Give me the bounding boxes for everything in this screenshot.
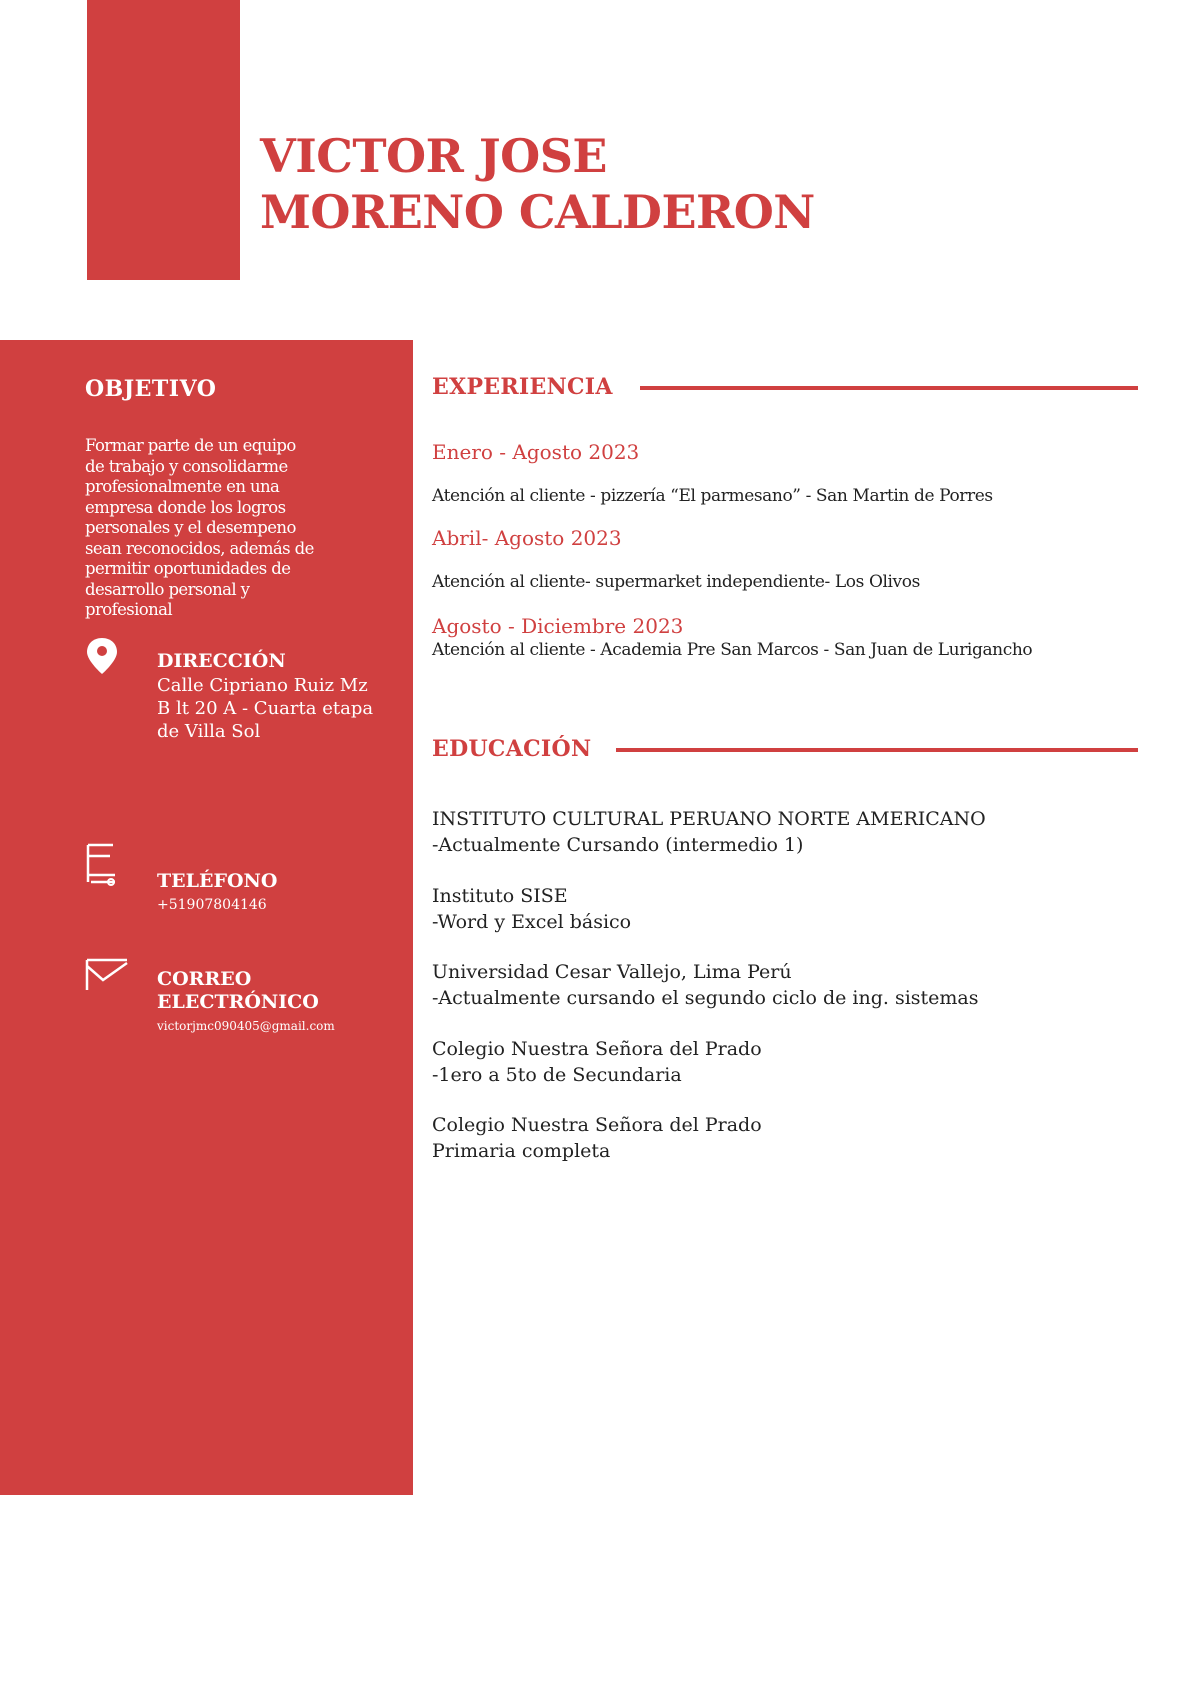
- phone-icon: [85, 842, 119, 888]
- envelope-icon: [85, 958, 129, 992]
- education-item-2: [432, 883, 1152, 935]
- phone-label: TELÉFONO: [157, 870, 278, 892]
- email-label-line-2: ELECTRÓNICO: [157, 991, 319, 1013]
- address-value: Calle Cipriano Ruiz Mz B lt 20 A - Cuarta etapa de Villa Sol: [157, 675, 374, 742]
- education-item-4: [432, 1036, 1152, 1088]
- education-item-3: [432, 959, 1152, 1011]
- education-item-2-title: Instituto SISE: [432, 885, 568, 907]
- education-item-1-title: INSTITUTO CULTURAL PERUANO NORTE AMERICANO: [432, 808, 986, 830]
- education-rule: [616, 748, 1138, 752]
- education-item-1-detail: -Actualmente Cursando (intermedio 1): [432, 834, 804, 856]
- address-label: DIRECCIÓN: [157, 650, 286, 672]
- education-title: EDUCACIÓN: [432, 736, 592, 762]
- education-item-3-title: Universidad Cesar Vallejo, Lima Perú: [432, 961, 792, 983]
- education-item-5-title: Colegio Nuestra Señora del Prado: [432, 1114, 762, 1136]
- experience-desc-2: Atención al cliente- supermarket independiente- Los Olivos: [432, 572, 920, 592]
- education-item-4-detail: -1ero a 5to de Secundaria: [432, 1064, 682, 1086]
- education-item-5-detail: Primaria completa: [432, 1140, 611, 1162]
- sidebar: [0, 340, 413, 1495]
- experience-desc-3: Atención al cliente - Academia Pre San Marcos - San Juan de Lurigancho: [432, 640, 1033, 660]
- name-line-1: VICTOR JOSE: [260, 129, 607, 183]
- header-accent-block: [87, 0, 240, 280]
- experience-rule: [640, 386, 1138, 390]
- objective-title: OBJETIVO: [85, 376, 217, 402]
- name-line-2: MORENO CALDERON: [260, 185, 815, 239]
- education-item-2-detail: -Word y Excel básico: [432, 911, 632, 933]
- education-item-5: [432, 1112, 1152, 1164]
- education-item-4-title: Colegio Nuestra Señora del Prado: [432, 1038, 762, 1060]
- education-item-1: [432, 806, 1152, 858]
- phone-value: +51907804146: [157, 897, 267, 913]
- location-pin-icon: [85, 636, 119, 676]
- email-label-line-1: CORREO: [157, 968, 252, 990]
- email-value: victorjmc090405@gmail.com: [157, 1019, 335, 1033]
- education-item-3-detail: -Actualmente cursando el segundo ciclo de ing. sistemas: [432, 987, 979, 1009]
- experience-title: EXPERIENCIA: [432, 374, 613, 400]
- email-label: [157, 968, 367, 1014]
- candidate-name: [260, 128, 815, 240]
- experience-desc-1: Atención al cliente - pizzería “El parmesano” - San Martin de Porres: [432, 486, 993, 506]
- experience-date-2: Abril- Agosto 2023: [432, 526, 622, 550]
- experience-date-3: Agosto - Diciembre 2023: [432, 614, 684, 638]
- experience-date-1: Enero - Agosto 2023: [432, 440, 640, 464]
- objective-text: Formar parte de un equipo de trabajo y consolidarme profesionalmente en una empresa donde los logros personales y el desempeno sean reconocidos, además de permitir oportunidades de desarrollo personal y profesional: [85, 436, 314, 619]
